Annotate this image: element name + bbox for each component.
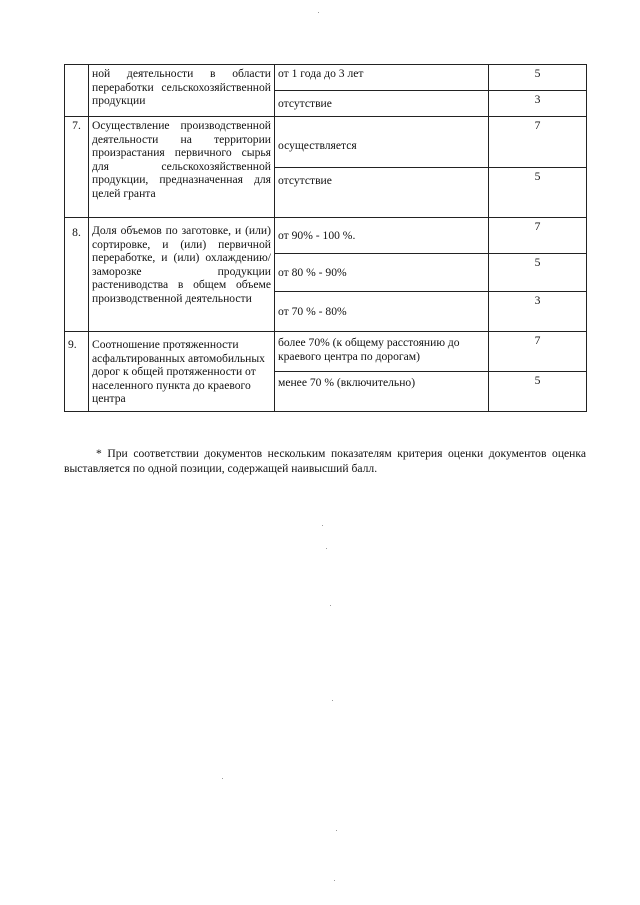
option-value: от 80 % - 90%: [275, 254, 489, 292]
table-row: [65, 332, 587, 372]
option-score: 5: [489, 65, 587, 91]
scan-speck: [336, 830, 337, 831]
criteria-table: [64, 64, 587, 412]
row-number: 7.: [65, 117, 89, 218]
scan-speck: [330, 605, 331, 606]
footnote: * При соответствии документов нескольким показателям критерия оценки документов оценка выставляется по одной позиции, содержащей наивысший балл.: [64, 447, 586, 475]
option-value: отсутствие: [275, 91, 489, 117]
option-value: менее 70 % (включительно): [275, 372, 489, 412]
option-score: 3: [489, 91, 587, 117]
row-number: 8.: [65, 218, 89, 332]
scan-speck: [326, 548, 327, 549]
option-value: более 70% (к общему расстоянию до краевого центра по дорогам): [275, 332, 489, 372]
option-value: осуществляется: [275, 117, 489, 168]
option-score: 5: [489, 254, 587, 292]
table-row: [65, 65, 587, 91]
criterion-text: Соотношение протяженности асфальтированных автомобильных дорог к общей протяженности от населенного пункта до краевого центра: [89, 332, 275, 412]
scan-speck: [332, 700, 333, 701]
table-row: [65, 218, 587, 254]
option-value: от 70 % - 80%: [275, 292, 489, 332]
option-value: отсутствие: [275, 168, 489, 218]
option-score: 7: [489, 117, 587, 168]
option-score: 7: [489, 218, 587, 254]
scan-speck: [334, 880, 335, 881]
scan-speck: [318, 12, 319, 13]
row-number: 9.: [65, 332, 89, 412]
option-score: 7: [489, 332, 587, 372]
scan-speck: [322, 525, 323, 526]
option-value: от 90% - 100 %.: [275, 218, 489, 254]
option-score: 3: [489, 292, 587, 332]
row-number: [65, 65, 89, 117]
scan-speck: [222, 778, 223, 779]
criterion-text: Доля объемов по заготовке, и (или) сортировке, и (или) первичной переработке, и (или) охлаждению/заморозке продукции растениводства в общем объеме производственной деятельности: [89, 218, 275, 332]
option-value: от 1 года до 3 лет: [275, 65, 489, 91]
table-row: [65, 117, 587, 168]
option-score: 5: [489, 168, 587, 218]
criterion-text: ной деятельности в области переработки сельскохозяйственной продукции: [89, 65, 275, 117]
criterion-text: Осуществление производственной деятельности на территории произрастания первичного сырья для сельскохозяйственной продукции, предназначенная для целей гранта: [89, 117, 275, 218]
option-score: 5: [489, 372, 587, 412]
